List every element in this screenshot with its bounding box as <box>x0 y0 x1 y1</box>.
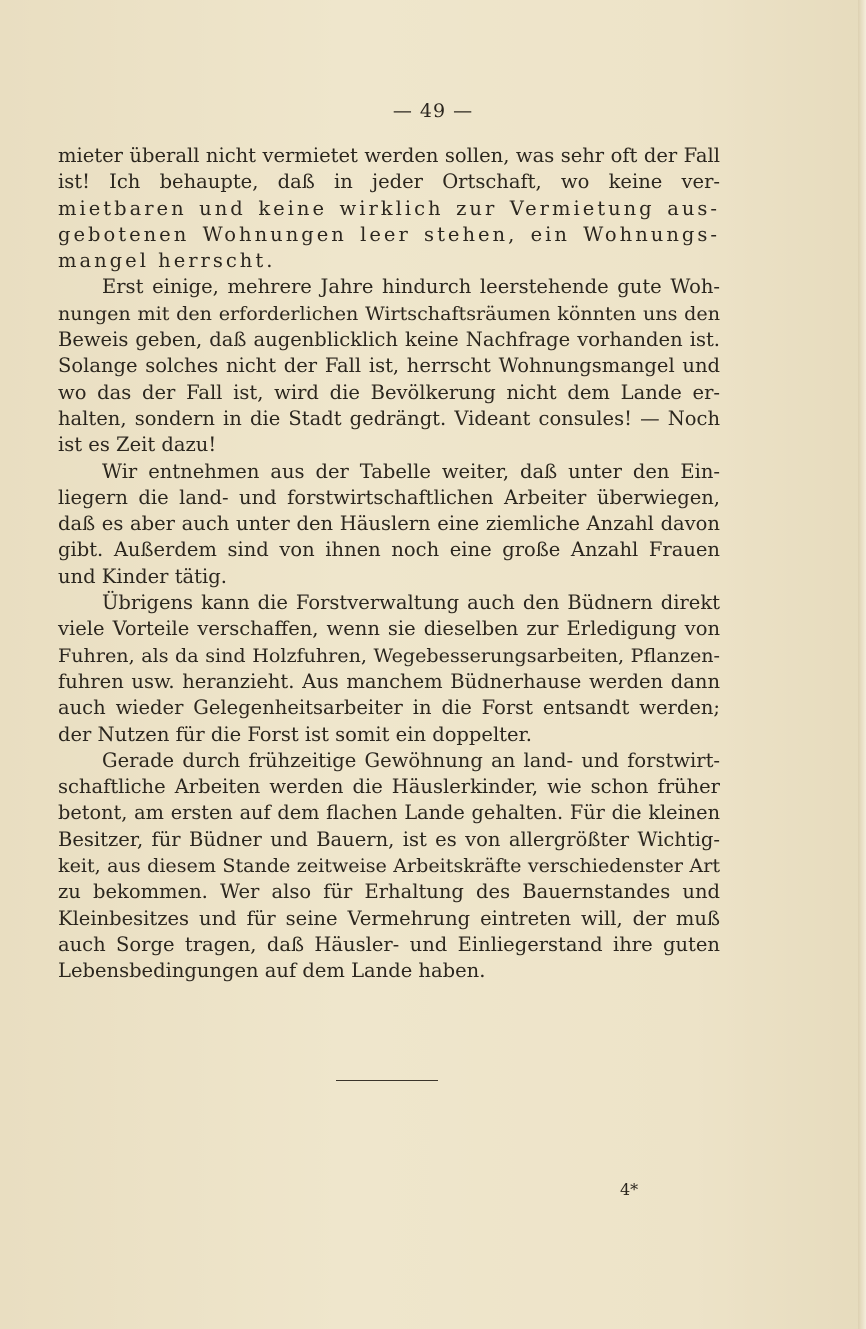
section-rule <box>336 1080 438 1081</box>
page-edge <box>858 0 866 1329</box>
text-line: wo das der Fall ist, wird die Bevölkerung nicht dem Lande er- <box>58 380 720 404</box>
body-text <box>58 143 720 985</box>
text-line: und Kinder tätig. <box>58 564 227 588</box>
text-line: Kleinbesitzes und für seine Vermehrung eintreten will, der muß <box>58 906 720 930</box>
text-line: fuhren usw. heranzieht. Aus manchem Büdnerhause werden dann <box>58 669 720 693</box>
text-line: Solange solches nicht der Fall ist, herrscht Wohnungsmangel und <box>58 354 720 378</box>
text-line: der Nutzen für die Forst ist somit ein doppelter. <box>58 722 532 746</box>
signature-mark: 4* <box>620 1180 639 1199</box>
text-line: keit, aus diesem Stande zeitweise Arbeitskräfte verschiedenster Art <box>58 854 720 878</box>
text-line: viele Vorteile verschaffen, wenn sie dieselben zur Erledigung von <box>58 617 720 641</box>
page-number: — 49 — <box>392 100 474 122</box>
text-line: mietbaren und keine wirklich zur Vermietung aus- <box>58 196 720 220</box>
text-line: liegern die land- und forstwirtschaftlichen Arbeiter überwiegen, <box>58 485 720 509</box>
text-line: Besitzer, für Büdner und Bauern, ist es von allergrößter Wichtig- <box>58 827 720 851</box>
text-line: ist es Zeit dazu! <box>58 433 217 457</box>
text-line: Wir entnehmen aus der Tabelle weiter, daß unter den Ein- <box>102 459 720 483</box>
text-line: zu bekommen. Wer also für Erhaltung des Bauernstandes und <box>58 880 720 904</box>
text-line: gebotenen Wohnungen leer stehen, ein Wohnungs- <box>58 222 720 246</box>
text-line: Übrigens kann die Forstverwaltung auch den Büdnern direkt <box>102 591 720 615</box>
text-line: Beweis geben, daß augenblicklich keine Nachfrage vorhanden ist. <box>58 328 720 352</box>
text-line: mangel herrscht. <box>58 249 276 273</box>
text-line: gibt. Außerdem sind von ihnen noch eine große Anzahl Frauen <box>58 538 720 562</box>
text-line: nungen mit den erforderlichen Wirtschaftsräumen könnten uns den <box>58 301 720 325</box>
text-line: Fuhren, als da sind Holzfuhren, Wegebesserungsarbeiten, Pflanzen- <box>58 643 720 667</box>
text-line: Lebensbedingungen auf dem Lande haben. <box>58 959 486 983</box>
text-line: daß es aber auch unter den Häuslern eine ziemliche Anzahl davon <box>58 512 720 536</box>
text-line: Erst einige, mehrere Jahre hindurch leerstehende gute Woh- <box>102 275 720 299</box>
text-line: halten, sondern in die Stadt gedrängt. Videant consules! — Noch <box>58 406 720 430</box>
text-line: auch Sorge tragen, daß Häusler- und Einliegerstand ihre guten <box>58 932 720 956</box>
text-line: ist! Ich behaupte, daß in jeder Ortschaft, wo keine ver- <box>58 170 720 194</box>
text-line: betont, am ersten auf dem flachen Lande gehalten. Für die kleinen <box>58 801 720 825</box>
text-line: mieter überall nicht vermietet werden sollen, was sehr oft der Fall <box>58 144 720 167</box>
text-line: Gerade durch frühzeitige Gewöhnung an land- und forstwirt- <box>102 748 720 772</box>
text-line: schaftliche Arbeiten werden die Häuslerkinder, wie schon früher <box>58 775 720 799</box>
text-line: auch wieder Gelegenheitsarbeiter in die Forst entsandt werden; <box>58 696 720 720</box>
